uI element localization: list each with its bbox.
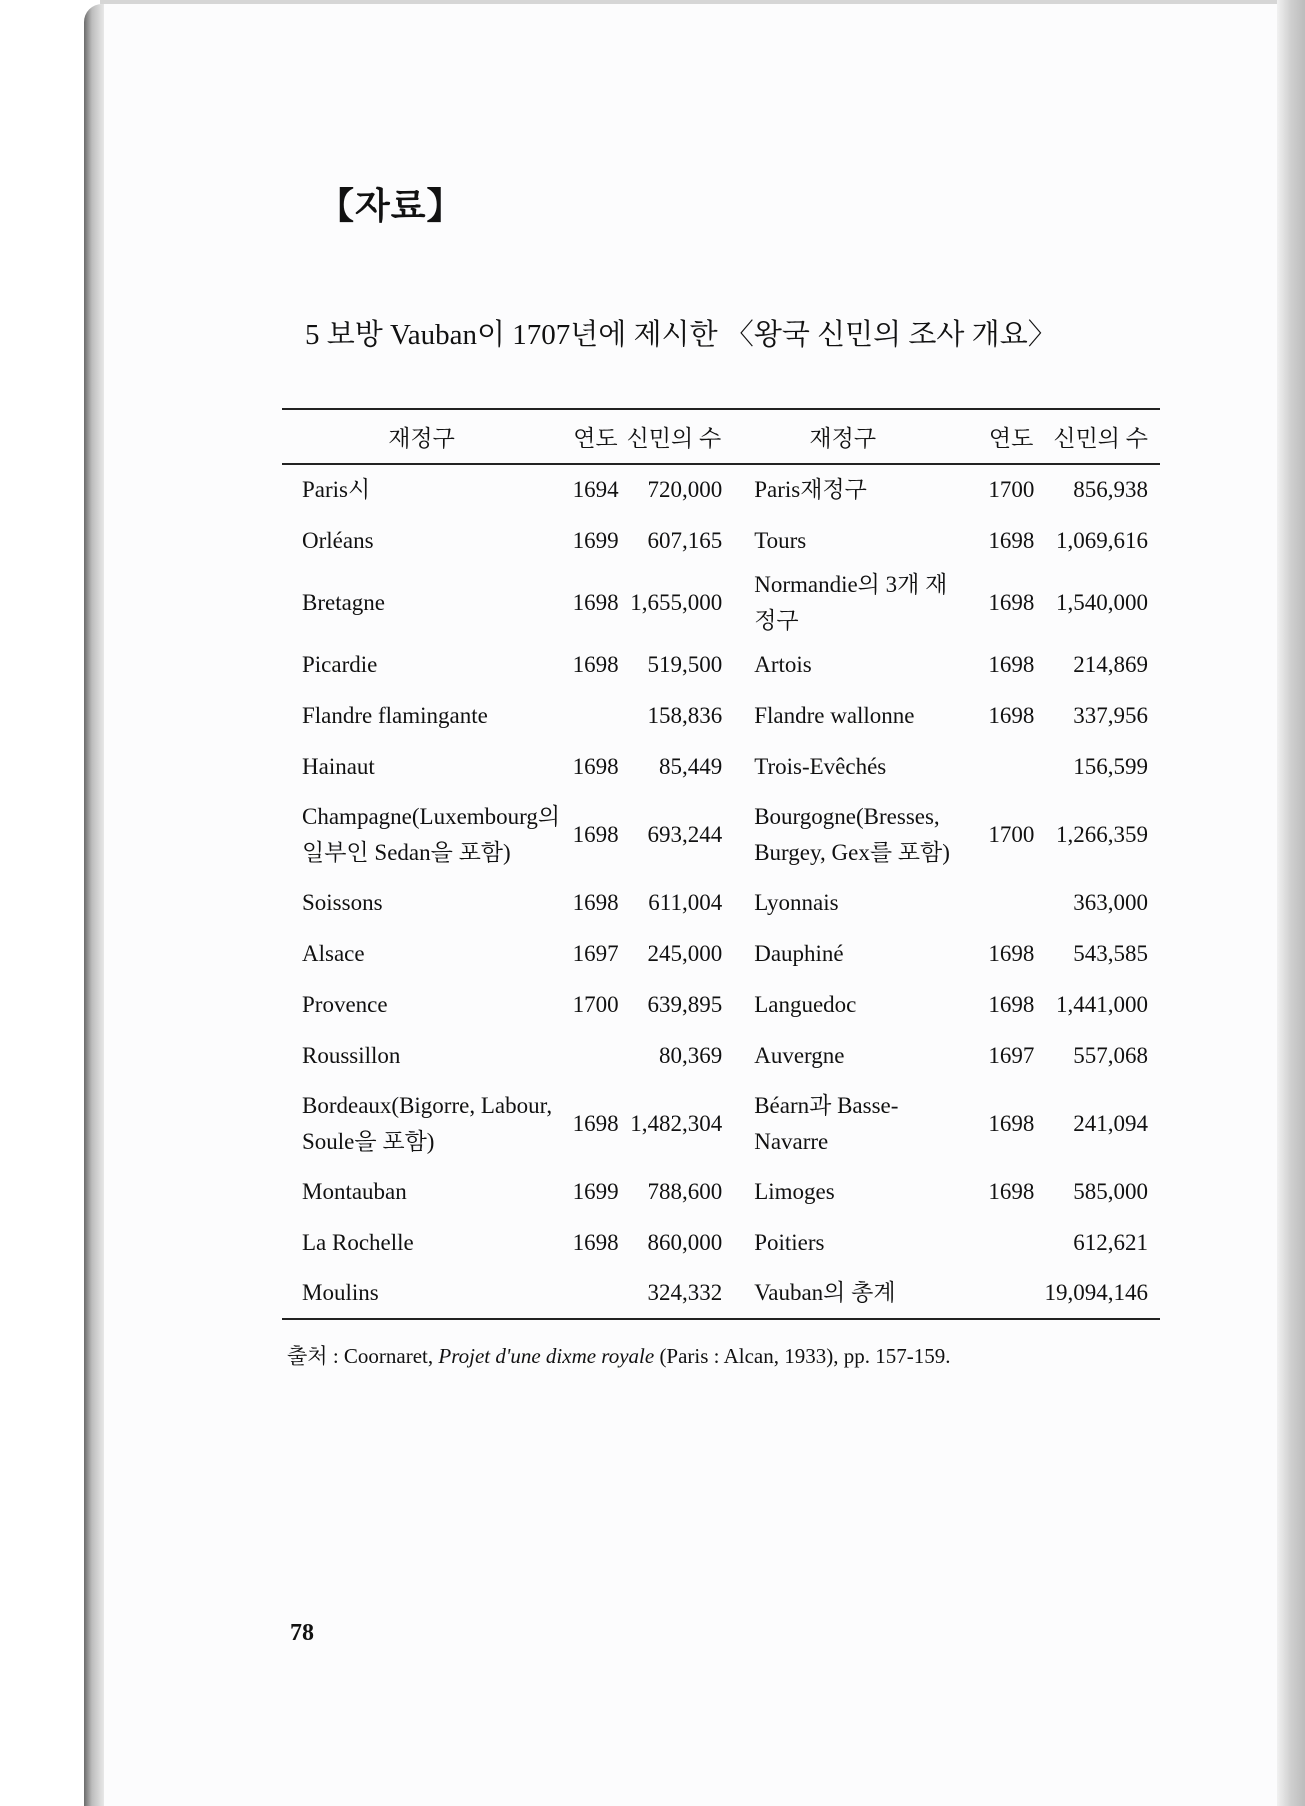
table-header-row: [282, 409, 1160, 464]
district-name: Dauphiné: [754, 940, 844, 966]
year: [561, 1030, 619, 1081]
year: 1698: [988, 702, 1035, 728]
population-count: 519,500: [647, 651, 723, 677]
population-count: 156,599: [1073, 753, 1148, 779]
district-name: Alsace: [302, 940, 365, 966]
source-suffix: (Paris : Alcan, 1933), pp. 157-159.: [654, 1344, 951, 1368]
district-name: Paris재정구: [754, 477, 867, 502]
table-row: [282, 515, 1160, 566]
header-count-2: 신민의 수: [1034, 409, 1160, 464]
year: 1700: [988, 477, 1035, 502]
population-count: 1,540,000: [1056, 589, 1148, 615]
district-name: Artois: [754, 651, 812, 677]
table-row: [282, 877, 1160, 928]
year: 1698: [572, 1110, 619, 1136]
year: 1698: [572, 889, 619, 915]
page-number: 78: [290, 1620, 314, 1646]
district-name: Moulins: [302, 1280, 379, 1305]
district-name: Béarn과 Basse-Navarre: [754, 1092, 899, 1154]
population-count: 693,244: [647, 821, 723, 847]
population-count: 85,449: [658, 753, 723, 779]
header-district: 재정구: [282, 409, 561, 464]
population-count: 543,585: [1073, 940, 1148, 966]
population-count: 585,000: [1073, 1178, 1148, 1204]
year: 1699: [572, 1178, 619, 1204]
population-count: 860,000: [647, 1229, 723, 1255]
year: 1699: [572, 527, 619, 553]
page-edge-left: [84, 4, 104, 1806]
district-name: Normandie의 3개 재정구: [754, 571, 948, 633]
district-name: Soissons: [302, 889, 383, 915]
table-row: [282, 566, 1160, 639]
year: [561, 690, 619, 741]
district-name: Trois-Evêchés: [754, 753, 887, 779]
table-row: [282, 690, 1160, 741]
table-row: [282, 1217, 1160, 1268]
year: 1698: [572, 753, 619, 779]
district-name: Bretagne: [302, 589, 386, 615]
district-name: Paris시: [302, 477, 371, 502]
population-count: 1,482,304: [630, 1110, 723, 1136]
district-name: Provence: [302, 991, 388, 1017]
population-count: 1,266,359: [1056, 821, 1148, 847]
population-count: 720,000: [647, 477, 723, 502]
source-title: Projet d'une dixme royale: [438, 1344, 655, 1368]
year: 1697: [572, 940, 619, 966]
year: 1698: [988, 589, 1035, 615]
district-name: Flandre wallonne: [754, 702, 915, 728]
district-name: Tours: [754, 527, 807, 553]
year: 1698: [988, 940, 1035, 966]
year: [963, 741, 1034, 792]
population-count: 324,332: [647, 1280, 723, 1305]
table-row: [282, 1268, 1160, 1319]
population-count: 19,094,146: [1044, 1280, 1148, 1305]
district-name: Lyonnais: [754, 889, 839, 915]
district-name: Bordeaux(Bigorre, Labour, Soule을 포함): [302, 1092, 553, 1154]
source-prefix: 출처 : Coornaret,: [287, 1344, 439, 1368]
table-row: [282, 464, 1160, 515]
population-count: 1,655,000: [630, 589, 723, 615]
population-count: 214,869: [1073, 651, 1148, 677]
population-count: 158,836: [647, 702, 723, 728]
population-count: 557,068: [1073, 1042, 1148, 1068]
population-count: 1,069,616: [1056, 527, 1148, 553]
district-name: Roussillon: [302, 1042, 401, 1068]
source-citation: [287, 1340, 950, 1370]
population-table: [282, 408, 1160, 1320]
page-edge-right: [1277, 0, 1305, 1806]
year: 1700: [572, 991, 619, 1017]
population-count: 611,004: [648, 889, 723, 915]
population-count: 607,165: [647, 527, 723, 553]
year: 1698: [572, 821, 619, 847]
table-row: [282, 741, 1160, 792]
table-row: [282, 1081, 1160, 1166]
population-count: 1,441,000: [1056, 991, 1148, 1017]
population-count: 245,000: [647, 940, 723, 966]
year: 1698: [988, 991, 1035, 1017]
population-count: 856,938: [1073, 477, 1148, 502]
year: 1698: [988, 527, 1035, 553]
table-heading: 5 보방 Vauban이 1707년에 제시한 〈왕국 신민의 조사 개요〉: [305, 319, 1057, 351]
district-name: Poitiers: [754, 1229, 825, 1255]
district-name: Vauban의 총계: [754, 1280, 896, 1305]
table-row: [282, 1030, 1160, 1081]
year: 1698: [988, 1110, 1035, 1136]
district-name: Auvergne: [754, 1042, 845, 1068]
district-name: Bourgogne(Bresses, Burgey, Gex를 포함): [754, 803, 950, 865]
district-name: Languedoc: [754, 991, 857, 1017]
table-row: [282, 979, 1160, 1030]
header-count: 신민의 수: [619, 409, 723, 464]
year: 1700: [988, 821, 1035, 847]
year: 1698: [572, 651, 619, 677]
year: [963, 1217, 1034, 1268]
table-row: [282, 928, 1160, 979]
population-count: 337,956: [1073, 702, 1148, 728]
district-name: Limoges: [754, 1178, 835, 1204]
year: [963, 877, 1034, 928]
population-count: 241,094: [1073, 1110, 1148, 1136]
year: 1698: [988, 1178, 1035, 1204]
population-count: 639,895: [647, 991, 723, 1017]
population-count: 363,000: [1073, 889, 1148, 915]
population-count: 612,621: [1073, 1229, 1148, 1255]
district-name: Montauban: [302, 1178, 407, 1204]
district-name: Hainaut: [302, 753, 375, 779]
header-district-2: 재정구: [722, 409, 963, 464]
year: 1697: [988, 1042, 1035, 1068]
year: 1698: [572, 589, 619, 615]
section-title: 【자료】: [318, 186, 464, 226]
header-year: 연도: [561, 409, 619, 464]
year: 1694: [572, 477, 619, 502]
year: [561, 1268, 619, 1319]
district-name: Picardie: [302, 651, 378, 677]
district-name: Champagne(Luxembourg의 일부인 Sedan을 포함): [302, 803, 561, 865]
district-name: Orléans: [302, 527, 374, 553]
year: [963, 1268, 1034, 1319]
table-row: [282, 1166, 1160, 1217]
header-year-2: 연도: [963, 409, 1034, 464]
population-count: 80,369: [658, 1042, 723, 1068]
table-row: [282, 639, 1160, 690]
population-count: 788,600: [647, 1178, 723, 1204]
district-name: Flandre flamingante: [302, 702, 488, 728]
year: 1698: [988, 651, 1035, 677]
district-name: La Rochelle: [302, 1229, 414, 1255]
table-row: [282, 792, 1160, 877]
year: 1698: [572, 1229, 619, 1255]
